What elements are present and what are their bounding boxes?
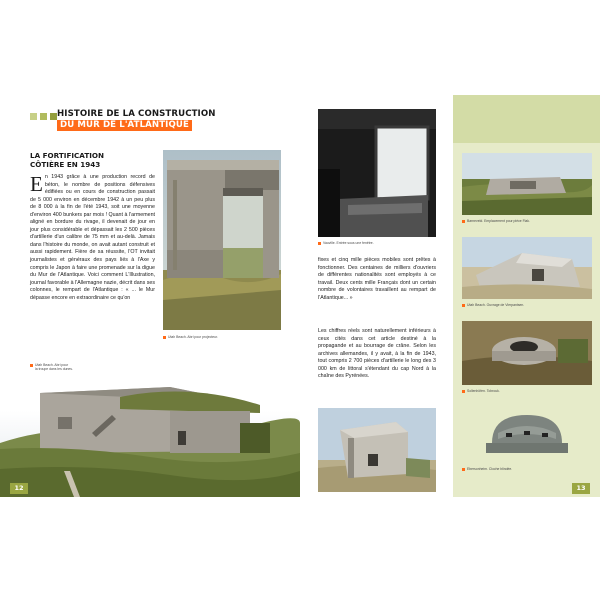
photo-projector-bunker-image [163,150,281,330]
caption-marker-icon [462,468,465,471]
page-number-left: 12 [10,483,28,494]
header-square [30,113,37,120]
caption-marker-icon [462,304,465,307]
sidebar-caption-1: Barneveld. Emplacement pour pièce Flak. [462,219,592,223]
section-heading-line-2: CÔTIÈRE EN 1943 [30,160,101,169]
section-heading-line-1: LA FORTIFICATION [30,151,105,160]
sidebar-caption-4: Ebersonheim. Cloche blindée. [462,467,592,471]
chapter-title [57,109,216,131]
caption-marker-icon [30,364,33,367]
chapter-title-line-2: DU MUR DE L'ATLANTIQUE [57,120,192,131]
dropcap: E [30,172,43,196]
header-squares [30,113,57,120]
sidebar-photo-tobruk [462,321,592,385]
sidebar-photo-vierpantsen [462,237,592,299]
sidebar-photo-armored-cupola [462,409,592,461]
page-number-right: 13 [572,483,590,494]
photo-projector-bunker [163,150,281,330]
right-page [300,95,600,497]
caption-projector-bunker: Utah Beach. Abri pour projecteur. [163,335,281,339]
sidebar-photo-flak-image [462,153,592,215]
photo-bunker-ruin-image [318,408,436,492]
paragraph-1-text: n 1943 grâce à une production record de béton, le nombre de positions défensives édifiées ou en cours de construction passait de 5 000 environ en décembre 1942 à un peu plus de 8 000 à la fin de l'été 1943, soit une moyenne d'environ 400 bunkers par mois ! Quant à l'armement aligné en bordure du rivage, il devenait de jour en jour plus considérable et dépassait les 2 500 pièces d'artillerie d'un calibre de 75 mm et au-delà. Jamais dans l'histoire du monde, on avait autant construit et aussi rapidement. Fière de sa réussite, l'OT invitait journalistes et généraux des pays liés à l'Axe y compris le Japon à faire une promenade sur la digue du Mur de l'Atlantique. Voici comment L'Illustration, journal favorable à l'Allemagne nazie, décrit dans ses colonnes, le rempart de l'Atlantique : « ... le Mur dépasse encore en extraordinaire ce qu'on [30,174,155,301]
sidebar-photo-vierpantsen-image [462,237,592,299]
caption-marker-icon [462,220,465,223]
left-page [0,95,300,497]
caption-marker-icon [163,336,166,339]
photo-window-interior [318,109,436,237]
header-square [40,113,47,120]
caption-window-interior: Vauville. Entrée sous une fenêtre. [318,241,436,245]
photo-bunker-ruin [318,408,436,492]
photo-sidebar-header-band [453,95,600,143]
photo-window-interior-image [318,109,436,237]
section-heading [30,151,104,169]
body-column-1 [30,174,155,302]
photo-troop-shelter [0,353,300,497]
sidebar-photo-cupola-image [462,409,592,461]
paragraph-3: fixes et cinq mille pièces mobiles sont prêtes à fonctionner. Des centaines de milliers d'ouvriers de différentes nationalités sont employés à ce travail. Deux cents mille Français dont un certain nombre de volontaires travaillent au rempart de l'Atlantique... » [318,257,436,301]
sidebar-caption-3: Sollenhöfen. Tobrouk. [462,389,592,393]
paragraph-1 [30,174,155,302]
sidebar-photo-flak-emplacement [462,153,592,215]
sidebar-photo-tobruk-image [462,321,592,385]
chapter-title-line-1: HISTOIRE DE LA CONSTRUCTION [57,109,216,119]
caption-marker-icon [462,390,465,393]
caption-troop-shelter: Utah Beach. Abri pour la troupe dans les dunes. [30,363,110,371]
sidebar-caption-2: Utah Beach. Ouvrage de Vierpantsen. [462,303,592,307]
caption-marker-icon [318,242,321,245]
paragraph-4: Les chiffres réels sont naturellement inférieurs à ceux cités dans cet article destiné à la propagande et au bourrage de crâne. Selon les archives allemandes, il y avait, à la fin de 1943, tout compris 2 700 pièces d'artillerie le long des 3 000 km de littoral s'étendant du cap Nord à la chaîne des Pyrénées. [318,328,436,380]
body-column-3 [318,257,436,302]
body-column-4 [318,328,436,381]
header-square [50,113,57,120]
photo-troop-shelter-image [0,353,300,497]
